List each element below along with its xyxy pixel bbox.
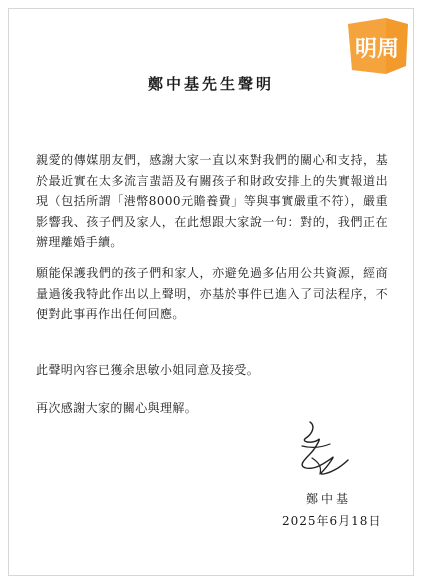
logo-text: 明周 — [354, 36, 400, 61]
statement-paragraph-1: 親愛的傳媒朋友們，感謝大家一直以來對我們的關心和支持，基於最近實在太多流言蜚語及有關孩子和財政安排上的失實報道出現（包括所謂「港幣8000元贍養費」等與事實嚴重不符），嚴重影響我、孩子們及家人，在此想跟大家說一句：對的，我們正在辦理離婚手續。 — [36, 153, 388, 250]
statement-paragraph-3: 此聲明內容已獲余思敏小姐同意及接受。 — [36, 363, 260, 377]
signer-name: 鄭中基 — [306, 492, 352, 506]
ming-chau-logo — [342, 14, 414, 78]
statement-paragraph-2: 願能保護我們的孩子們和家人，亦避免過多佔用公共資源，經商量過後我特此作出以上聲明，亦基於事件已進入了司法程序，不便對此事再作出任何回應。 — [36, 266, 388, 322]
statement-paragraph-4: 再次感謝大家的關心與理解。 — [36, 401, 198, 415]
statement-date: 2025年6月18日 — [282, 514, 382, 528]
statement-title: 鄭中基先生聲明 — [147, 75, 274, 93]
handwritten-signature — [282, 418, 352, 480]
